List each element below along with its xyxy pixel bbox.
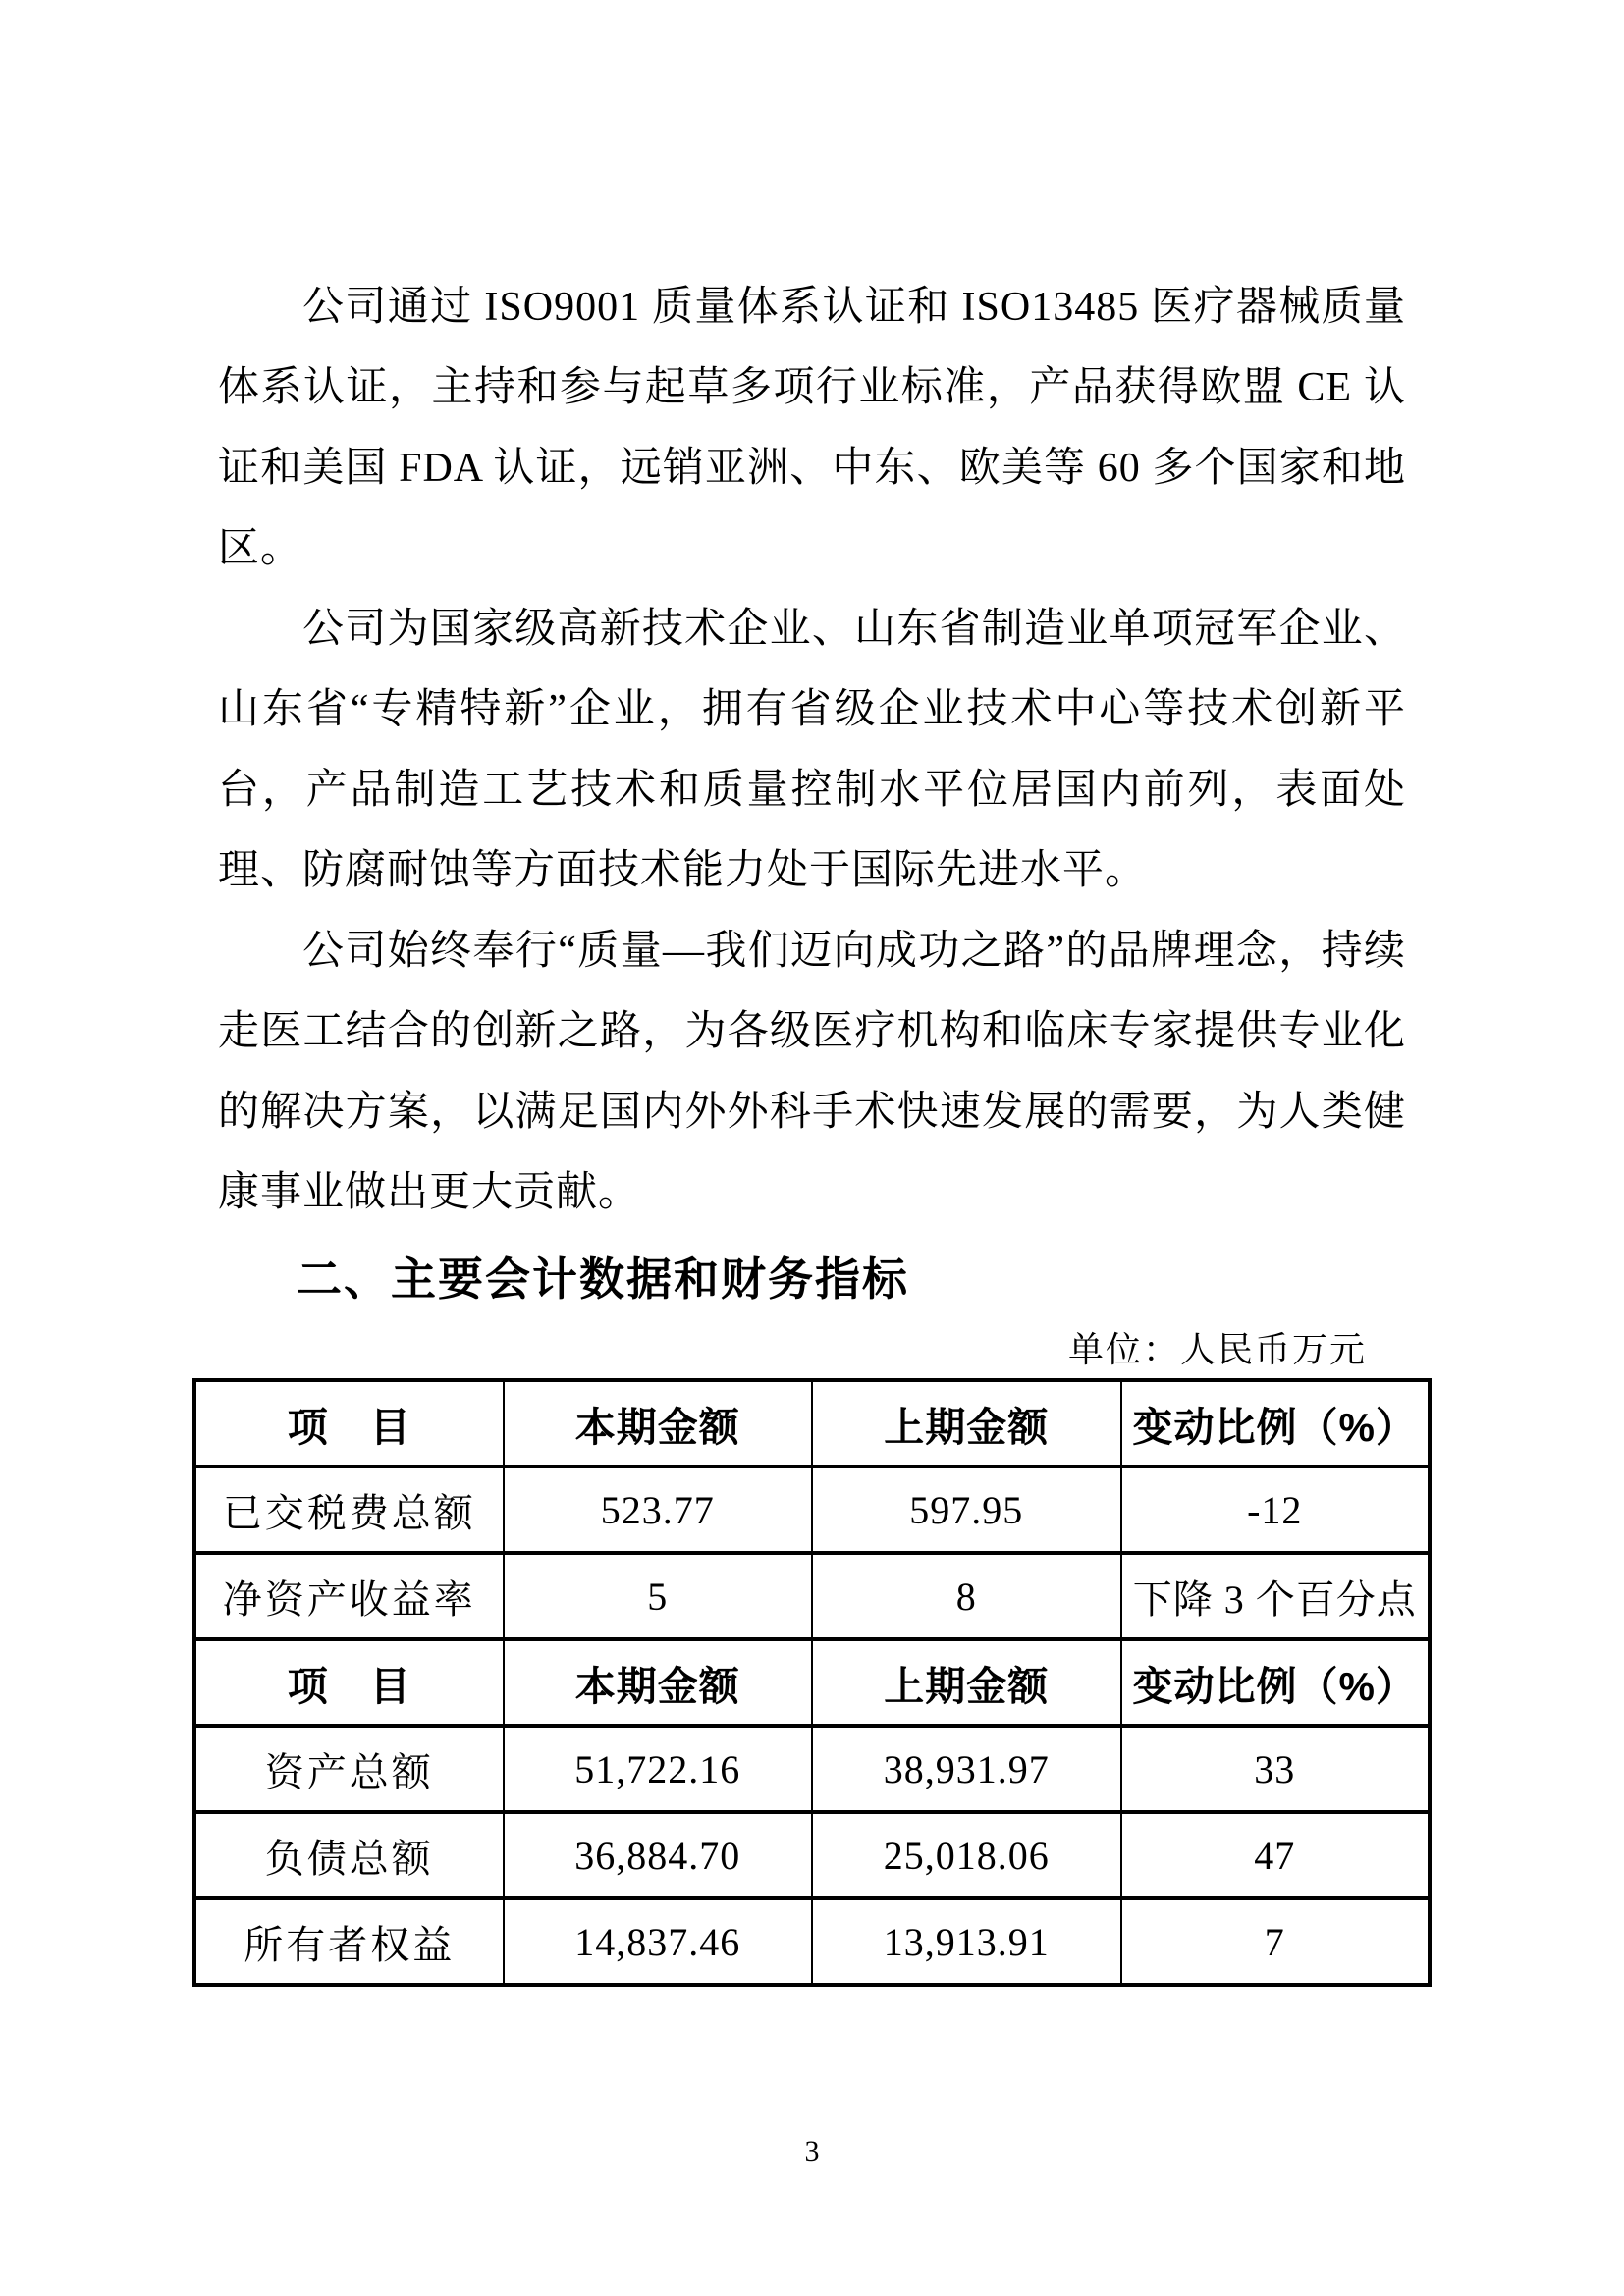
cell-prior-amount: 597.95 bbox=[812, 1467, 1121, 1553]
cell-prior-amount: 8 bbox=[812, 1553, 1121, 1639]
header-cell-change-ratio: 变动比例（%） bbox=[1121, 1380, 1431, 1467]
financial-table bbox=[192, 1378, 1432, 1987]
cell-item-label: 所有者权益 bbox=[194, 1898, 504, 1985]
cell-current-amount: 14,837.46 bbox=[504, 1898, 813, 1985]
section-heading: 二、主要会计数据和财务指标 bbox=[297, 1254, 909, 1305]
cell-prior-amount: 38,931.97 bbox=[812, 1726, 1121, 1812]
header-cell-item: 项 目 bbox=[194, 1380, 504, 1467]
table-row-total-liabilities bbox=[194, 1812, 1430, 1898]
paragraph-brand-philosophy: 公司始终奉行“质量—我们迈向成功之路”的品牌理念，持续走医工结合的创新之路，为各级医疗机构和临床专家提供专业化的解决方案，以满足国内外外科手术快速发展的需要，为人类健康事业做出更大贡献。 bbox=[218, 929, 1406, 1215]
paragraph-enterprise-honors: 公司为国家级高新技术企业、山东省制造业单项冠军企业、山东省“专精特新”企业，拥有省级企业技术中心等技术创新平台，产品制造工艺技术和质量控制水平位居国内前列，表面处理、防腐耐蚀等方面技术能力处于国际先进水平。 bbox=[218, 607, 1406, 893]
header-cell-prior-amount: 上期金额 bbox=[812, 1380, 1121, 1467]
cell-prior-amount: 13,913.91 bbox=[812, 1898, 1121, 1985]
table-header-row bbox=[194, 1380, 1430, 1467]
header-cell-item: 项 目 bbox=[194, 1639, 504, 1726]
table-row-total-assets bbox=[194, 1726, 1430, 1812]
header-cell-prior-amount: 上期金额 bbox=[812, 1639, 1121, 1726]
cell-current-amount: 523.77 bbox=[504, 1467, 813, 1553]
table-header-row bbox=[194, 1639, 1430, 1726]
cell-prior-amount: 25,018.06 bbox=[812, 1812, 1121, 1898]
cell-item-label: 负债总额 bbox=[194, 1812, 504, 1898]
cell-current-amount: 51,722.16 bbox=[504, 1726, 813, 1812]
page-number: 3 bbox=[804, 2135, 820, 2167]
cell-change-ratio: 下降 3 个百分点 bbox=[1121, 1553, 1431, 1639]
header-cell-change-ratio: 变动比例（%） bbox=[1121, 1639, 1431, 1726]
cell-item-label: 已交税费总额 bbox=[194, 1467, 504, 1553]
header-cell-current-amount: 本期金额 bbox=[504, 1380, 813, 1467]
cell-item-label: 净资产收益率 bbox=[194, 1553, 504, 1639]
paragraph-certifications: 公司通过 ISO9001 质量体系认证和 ISO13485 医疗器械质量体系认证，主持和参与起草多项行业标准，产品获得欧盟 CE 认证和美国 FDA 认证，远销亚洲、中东、欧美等 60 多个国家和地区。 bbox=[218, 285, 1406, 571]
document-body bbox=[218, 267, 1417, 1987]
cell-item-label: 资产总额 bbox=[194, 1726, 504, 1812]
cell-change-ratio: -12 bbox=[1121, 1467, 1431, 1553]
header-cell-current-amount: 本期金额 bbox=[504, 1639, 813, 1726]
cell-change-ratio: 47 bbox=[1121, 1812, 1431, 1898]
cell-current-amount: 36,884.70 bbox=[504, 1812, 813, 1898]
table-row-owners-equity bbox=[194, 1898, 1430, 1985]
table-row-taxes-paid bbox=[194, 1467, 1430, 1553]
unit-note: 单位：人民币万元 bbox=[1067, 1330, 1367, 1369]
cell-change-ratio: 7 bbox=[1121, 1898, 1431, 1985]
cell-current-amount: 5 bbox=[504, 1553, 813, 1639]
table-row-roe bbox=[194, 1553, 1430, 1639]
cell-change-ratio: 33 bbox=[1121, 1726, 1431, 1812]
